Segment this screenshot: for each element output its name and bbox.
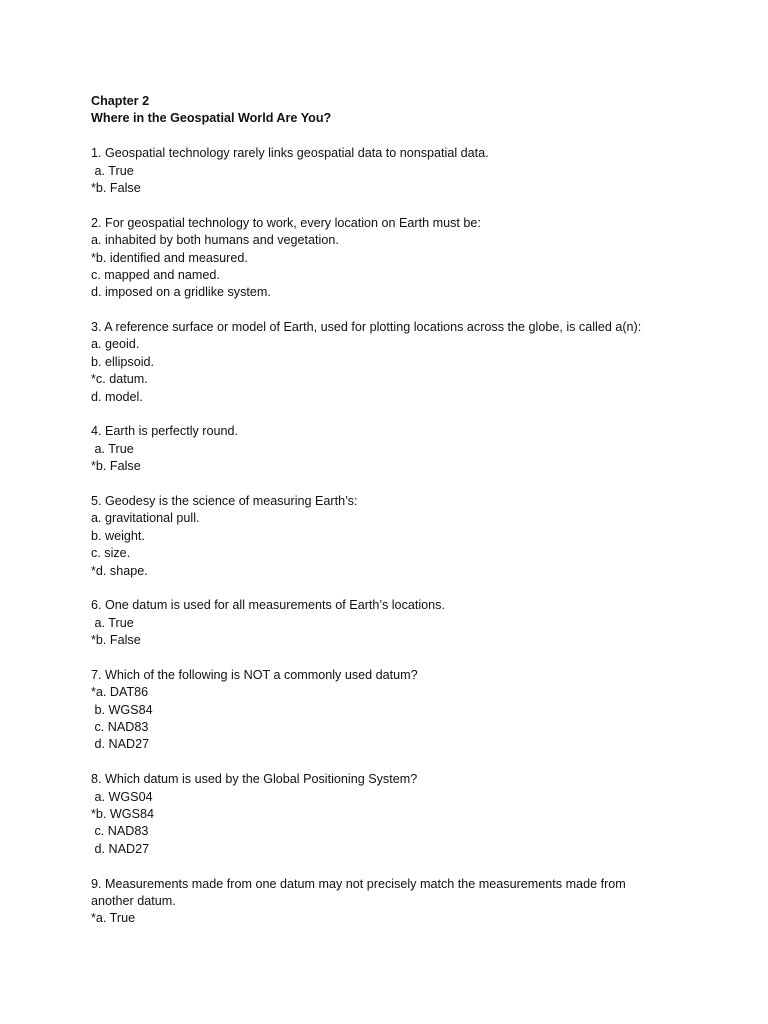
answer-option: *d. shape. xyxy=(91,563,148,578)
answer-option: *b. False xyxy=(91,633,141,648)
answer-option: a. geoid. xyxy=(91,337,140,352)
spacer xyxy=(91,580,711,597)
chapter-title: Where in the Geospatial World Are You? xyxy=(91,111,332,126)
spacer xyxy=(91,128,711,145)
answer-option: *a. True xyxy=(91,911,136,926)
answer-option: *b. False xyxy=(91,180,141,195)
answer-option: *b. identified and measured. xyxy=(91,250,248,265)
answer-option: b. ellipsoid. xyxy=(91,354,155,369)
question-text: 5. Geodesy is the science of measuring Earth’s: xyxy=(91,493,358,508)
answer-option: c. mapped and named. xyxy=(91,267,220,282)
question-block xyxy=(91,493,711,580)
question-text: 7. Which of the following is NOT a commonly used datum? xyxy=(91,667,418,682)
answer-option: *c. datum. xyxy=(91,372,148,387)
question-block xyxy=(91,771,711,858)
question-block xyxy=(91,876,711,928)
answer-option: a. inhabited by both humans and vegetation. xyxy=(91,233,339,248)
answer-option: a. True xyxy=(91,615,134,630)
question-text: 3. A reference surface or model of Earth, used for plotting locations across the globe, is called a(n): xyxy=(91,320,642,335)
spacer xyxy=(91,197,711,214)
spacer xyxy=(91,858,711,875)
spacer xyxy=(91,476,711,493)
spacer xyxy=(91,406,711,423)
answer-option: d. imposed on a gridlike system. xyxy=(91,285,271,300)
answer-option: a. True xyxy=(91,441,134,456)
question-block xyxy=(91,667,711,754)
answer-option: a. True xyxy=(91,163,134,178)
answer-option: *b. WGS84 xyxy=(91,807,154,822)
question-text: 2. For geospatial technology to work, every location on Earth must be: xyxy=(91,215,481,230)
spacer xyxy=(91,754,711,771)
question-block xyxy=(91,145,711,197)
answer-option: a. WGS04 xyxy=(91,789,153,804)
document-body xyxy=(91,93,711,928)
answer-option: *a. DAT86 xyxy=(91,685,149,700)
answer-option: *b. False xyxy=(91,459,141,474)
answer-option: c. NAD83 xyxy=(91,824,149,839)
question-block xyxy=(91,597,711,649)
answer-option: b. weight. xyxy=(91,528,145,543)
answer-option: d. model. xyxy=(91,389,143,404)
question-text: 8. Which datum is used by the Global Positioning System? xyxy=(91,772,418,787)
question-text: 4. Earth is perfectly round. xyxy=(91,424,238,439)
chapter-label: Chapter 2 xyxy=(91,94,150,108)
question-text: 6. One datum is used for all measurements of Earth’s locations. xyxy=(91,598,445,613)
spacer xyxy=(91,302,711,319)
question-block xyxy=(91,319,711,406)
answer-option: b. WGS84 xyxy=(91,702,153,717)
question-text: 1. Geospatial technology rarely links geospatial data to nonspatial data. xyxy=(91,146,489,161)
answer-option: d. NAD27 xyxy=(91,841,150,856)
question-block xyxy=(91,215,711,302)
question-block xyxy=(91,423,711,475)
answer-option: c. size. xyxy=(91,546,131,561)
answer-option: c. NAD83 xyxy=(91,720,149,735)
answer-option: a. gravitational pull. xyxy=(91,511,200,526)
question-text: 9. Measurements made from one datum may not precisely match the measurements made from another datum. xyxy=(91,876,626,908)
answer-option: d. NAD27 xyxy=(91,737,150,752)
spacer xyxy=(91,650,711,667)
